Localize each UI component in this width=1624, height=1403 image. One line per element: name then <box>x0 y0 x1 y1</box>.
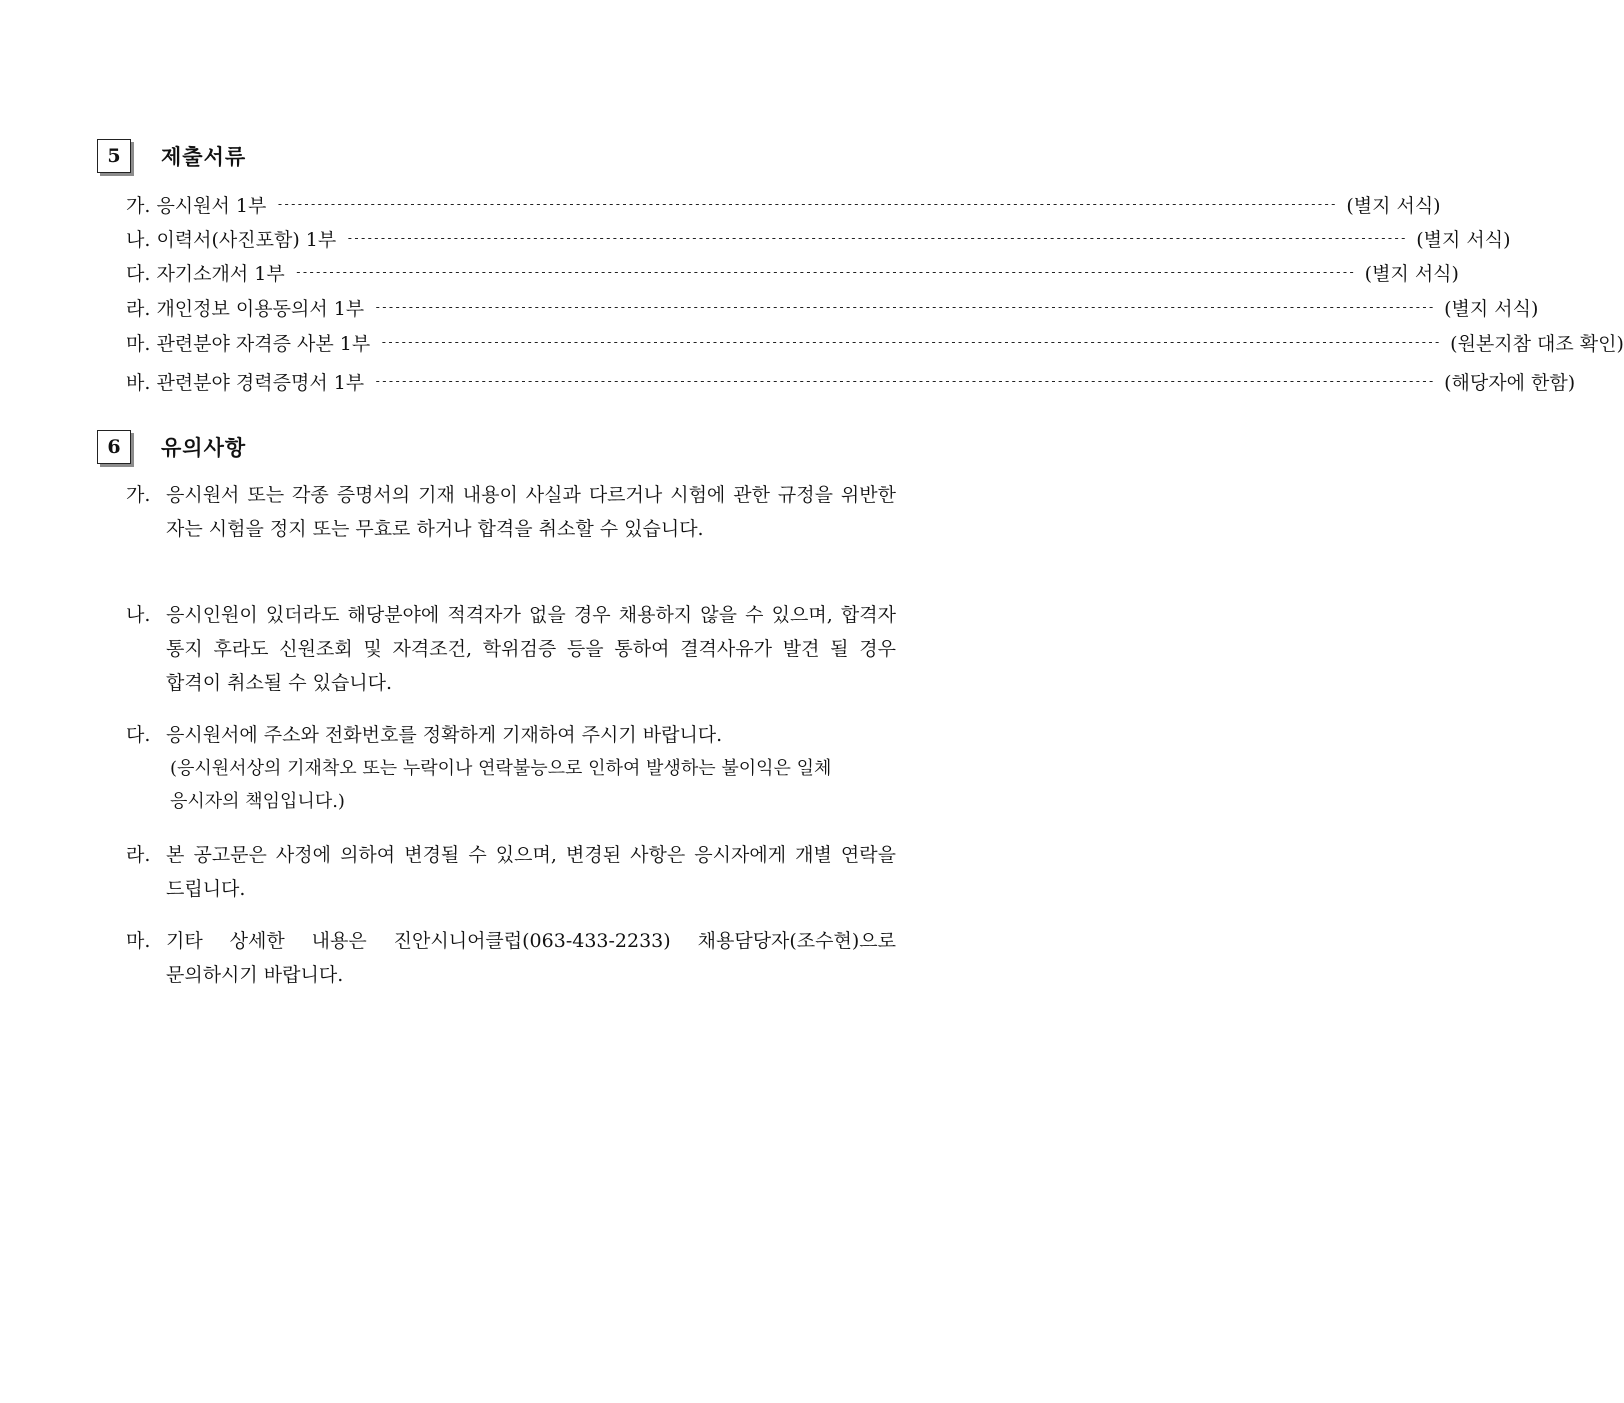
item-note: (별지 서식) <box>1346 194 1441 217</box>
section-title: 유의사항 <box>161 436 247 460</box>
section-number-box: 6 <box>97 430 131 464</box>
item-note: (원본지참 대조 확인) <box>1450 332 1624 355</box>
document-item <box>126 256 1459 288</box>
item-marker: 라. <box>126 844 151 866</box>
notice-text: 본 공고문은 사정에 의하여 변경될 수 있으며, 변경된 사항은 응시자에게 개별 연락을 드립니다. <box>166 844 896 900</box>
leader-dashes: ---------------------------------------------------------------------------------------------------------------------------------------------------------------- <box>346 231 1407 245</box>
item-marker: 나. <box>126 228 151 251</box>
leader-dashes: ---------------------------------------------------------------------------------------------------------------------------------------------------------------- <box>276 197 1337 211</box>
document-item <box>126 291 1539 323</box>
notice-item <box>126 478 896 546</box>
section-number-box: 5 <box>97 139 131 173</box>
item-marker: 가. <box>126 194 151 217</box>
notice-item <box>126 838 896 906</box>
document-item <box>126 326 1624 358</box>
section-5-header <box>97 136 246 176</box>
item-marker: 나. <box>126 604 151 626</box>
item-marker: 마. <box>126 930 151 952</box>
leader-dashes: ---------------------------------------------------------------------------------------------------------------------------------------------------------------- <box>374 300 1435 314</box>
item-label: 관련분야 경력증명서 1부 <box>156 371 365 394</box>
notice-text: 응시원서 또는 각종 증명서의 기재 내용이 사실과 다르거나 시험에 관한 규정을 위반한 자는 시험을 정지 또는 무효로 하거나 합격을 취소할 수 있습니다. <box>166 484 896 540</box>
notice-item <box>126 598 896 700</box>
item-label: 개인정보 이용동의서 1부 <box>156 297 365 320</box>
notice-item <box>126 718 896 818</box>
item-marker: 다. <box>126 724 151 746</box>
notice-subtext: (응시원서상의 기재착오 또는 누락이나 연락불능으로 인하여 발생하는 불이익은 일체 응시자의 책임입니다.) <box>170 758 832 812</box>
notice-text: 응시원서에 주소와 전화번호를 정확하게 기재하여 주시기 바랍니다. <box>166 724 723 746</box>
item-marker: 바. <box>126 371 151 394</box>
leader-dashes: ---------------------------------------------------------------------------------------------------------------------------------------------------------------- <box>380 335 1441 349</box>
item-note: (별지 서식) <box>1364 262 1459 285</box>
item-marker: 다. <box>126 262 151 285</box>
item-note: (별지 서식) <box>1416 228 1511 251</box>
document-item <box>126 222 1511 254</box>
item-note: (해당자에 한함) <box>1444 371 1576 394</box>
section-title: 제출서류 <box>161 145 247 169</box>
leader-dashes: ---------------------------------------------------------------------------------------------------------------------------------------------------------------- <box>374 374 1435 388</box>
item-label: 이력서(사진포함) 1부 <box>156 228 337 251</box>
item-marker: 가. <box>126 484 151 506</box>
item-note: (별지 서식) <box>1444 297 1539 320</box>
section-6-header <box>97 427 246 467</box>
document-item <box>126 365 1576 397</box>
notice-text: 기타 상세한 내용은 진안시니어클럽(063-433-2233) 채용담당자(조수현)으로 문의하시기 바랍니다. <box>166 930 896 986</box>
item-marker: 마. <box>126 332 151 355</box>
item-label: 자기소개서 1부 <box>156 262 285 285</box>
notice-item <box>126 924 896 992</box>
item-label: 관련분야 자격증 사본 1부 <box>156 332 371 355</box>
notice-text: 응시인원이 있더라도 해당분야에 적격자가 없을 경우 채용하지 않을 수 있으며, 합격자 통지 후라도 신원조회 및 자격조건, 학위검증 등을 통하여 결격사유가 발견 될 경우 합격이 취소될 수 있습니다. <box>166 604 896 694</box>
leader-dashes: ---------------------------------------------------------------------------------------------------------------------------------------------------------------- <box>294 265 1355 279</box>
item-marker: 라. <box>126 297 151 320</box>
document-item <box>126 188 1441 220</box>
item-label: 응시원서 1부 <box>156 194 267 217</box>
